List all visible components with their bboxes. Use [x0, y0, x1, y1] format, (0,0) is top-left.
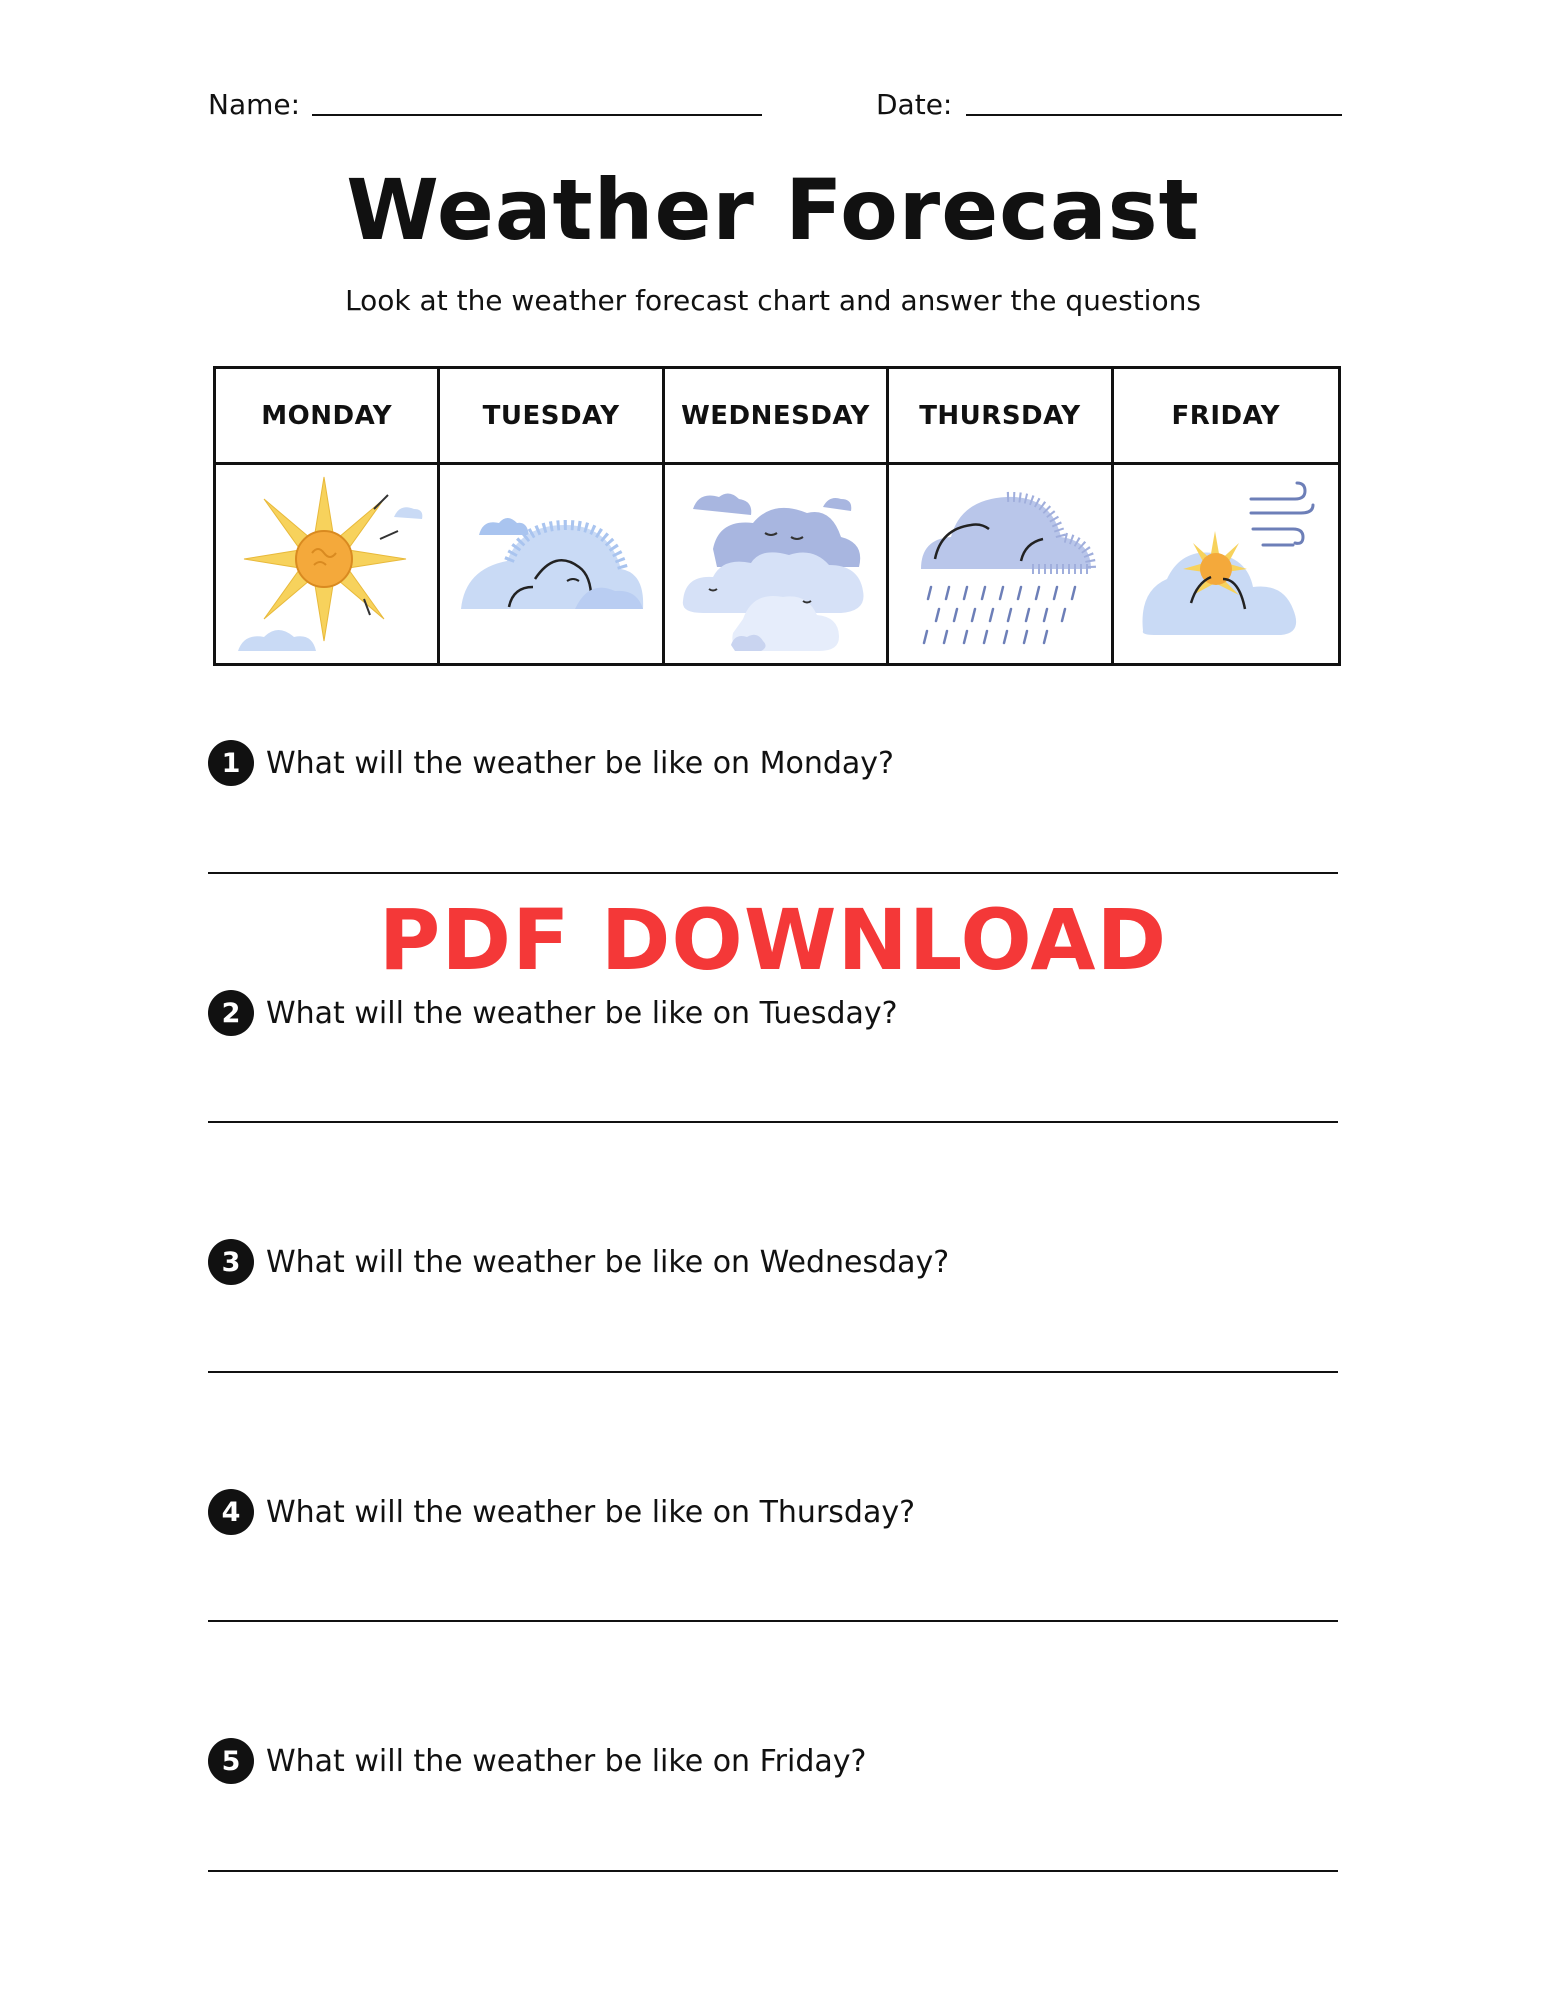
- day-header-tuesday: TUESDAY: [440, 369, 664, 465]
- answer-line-2[interactable]: [208, 1121, 1338, 1123]
- day-header-friday: FRIDAY: [1114, 369, 1338, 465]
- question-text: What will the weather be like on Friday?: [266, 1743, 867, 1779]
- name-label: Name:: [208, 88, 301, 121]
- day-header-wednesday: WEDNESDAY: [665, 369, 889, 465]
- answer-line-3[interactable]: [208, 1371, 1338, 1373]
- day-icon-cell-wednesday: [665, 465, 889, 663]
- question-number-badge: 3: [208, 1239, 254, 1285]
- pdf-download-watermark[interactable]: PDF DOWNLOAD: [378, 891, 1168, 989]
- day-icon-cell-monday: [216, 465, 440, 663]
- question-4: [208, 1489, 915, 1535]
- date-field[interactable]: [966, 114, 1342, 116]
- rainy-icon: [897, 469, 1102, 659]
- page-subtitle: Look at the weather forecast chart and answer the questions: [345, 284, 1201, 317]
- forecast-table: [213, 366, 1341, 666]
- answer-line-5[interactable]: [208, 1870, 1338, 1872]
- day-icon-cell-friday: [1114, 465, 1338, 663]
- windy-partly-sunny-icon: [1123, 469, 1328, 659]
- cloudy-icon: [449, 469, 654, 659]
- question-number-badge: 2: [208, 990, 254, 1036]
- question-number-badge: 4: [208, 1489, 254, 1535]
- day-header-thursday: THURSDAY: [889, 369, 1113, 465]
- question-1: [208, 740, 894, 786]
- question-text: What will the weather be like on Monday?: [266, 745, 894, 781]
- answer-line-1[interactable]: [208, 872, 1338, 874]
- day-icon-cell-tuesday: [440, 465, 664, 663]
- question-5: [208, 1738, 866, 1784]
- question-number-badge: 5: [208, 1738, 254, 1784]
- day-header-monday: MONDAY: [216, 369, 440, 465]
- day-icon-cell-thursday: [889, 465, 1113, 663]
- question-text: What will the weather be like on Tuesday?: [266, 995, 898, 1031]
- page-title: Weather Forecast: [346, 161, 1200, 259]
- question-text: What will the weather be like on Thursday?: [266, 1494, 916, 1530]
- answer-line-4[interactable]: [208, 1620, 1338, 1622]
- question-2: [208, 990, 898, 1036]
- overcast-icon: [673, 469, 878, 659]
- question-number-badge: 1: [208, 740, 254, 786]
- date-label: Date:: [876, 88, 953, 121]
- question-text: What will the weather be like on Wednesday?: [266, 1244, 950, 1280]
- sunny-icon: [224, 469, 429, 659]
- question-3: [208, 1239, 949, 1285]
- name-field[interactable]: [312, 114, 762, 116]
